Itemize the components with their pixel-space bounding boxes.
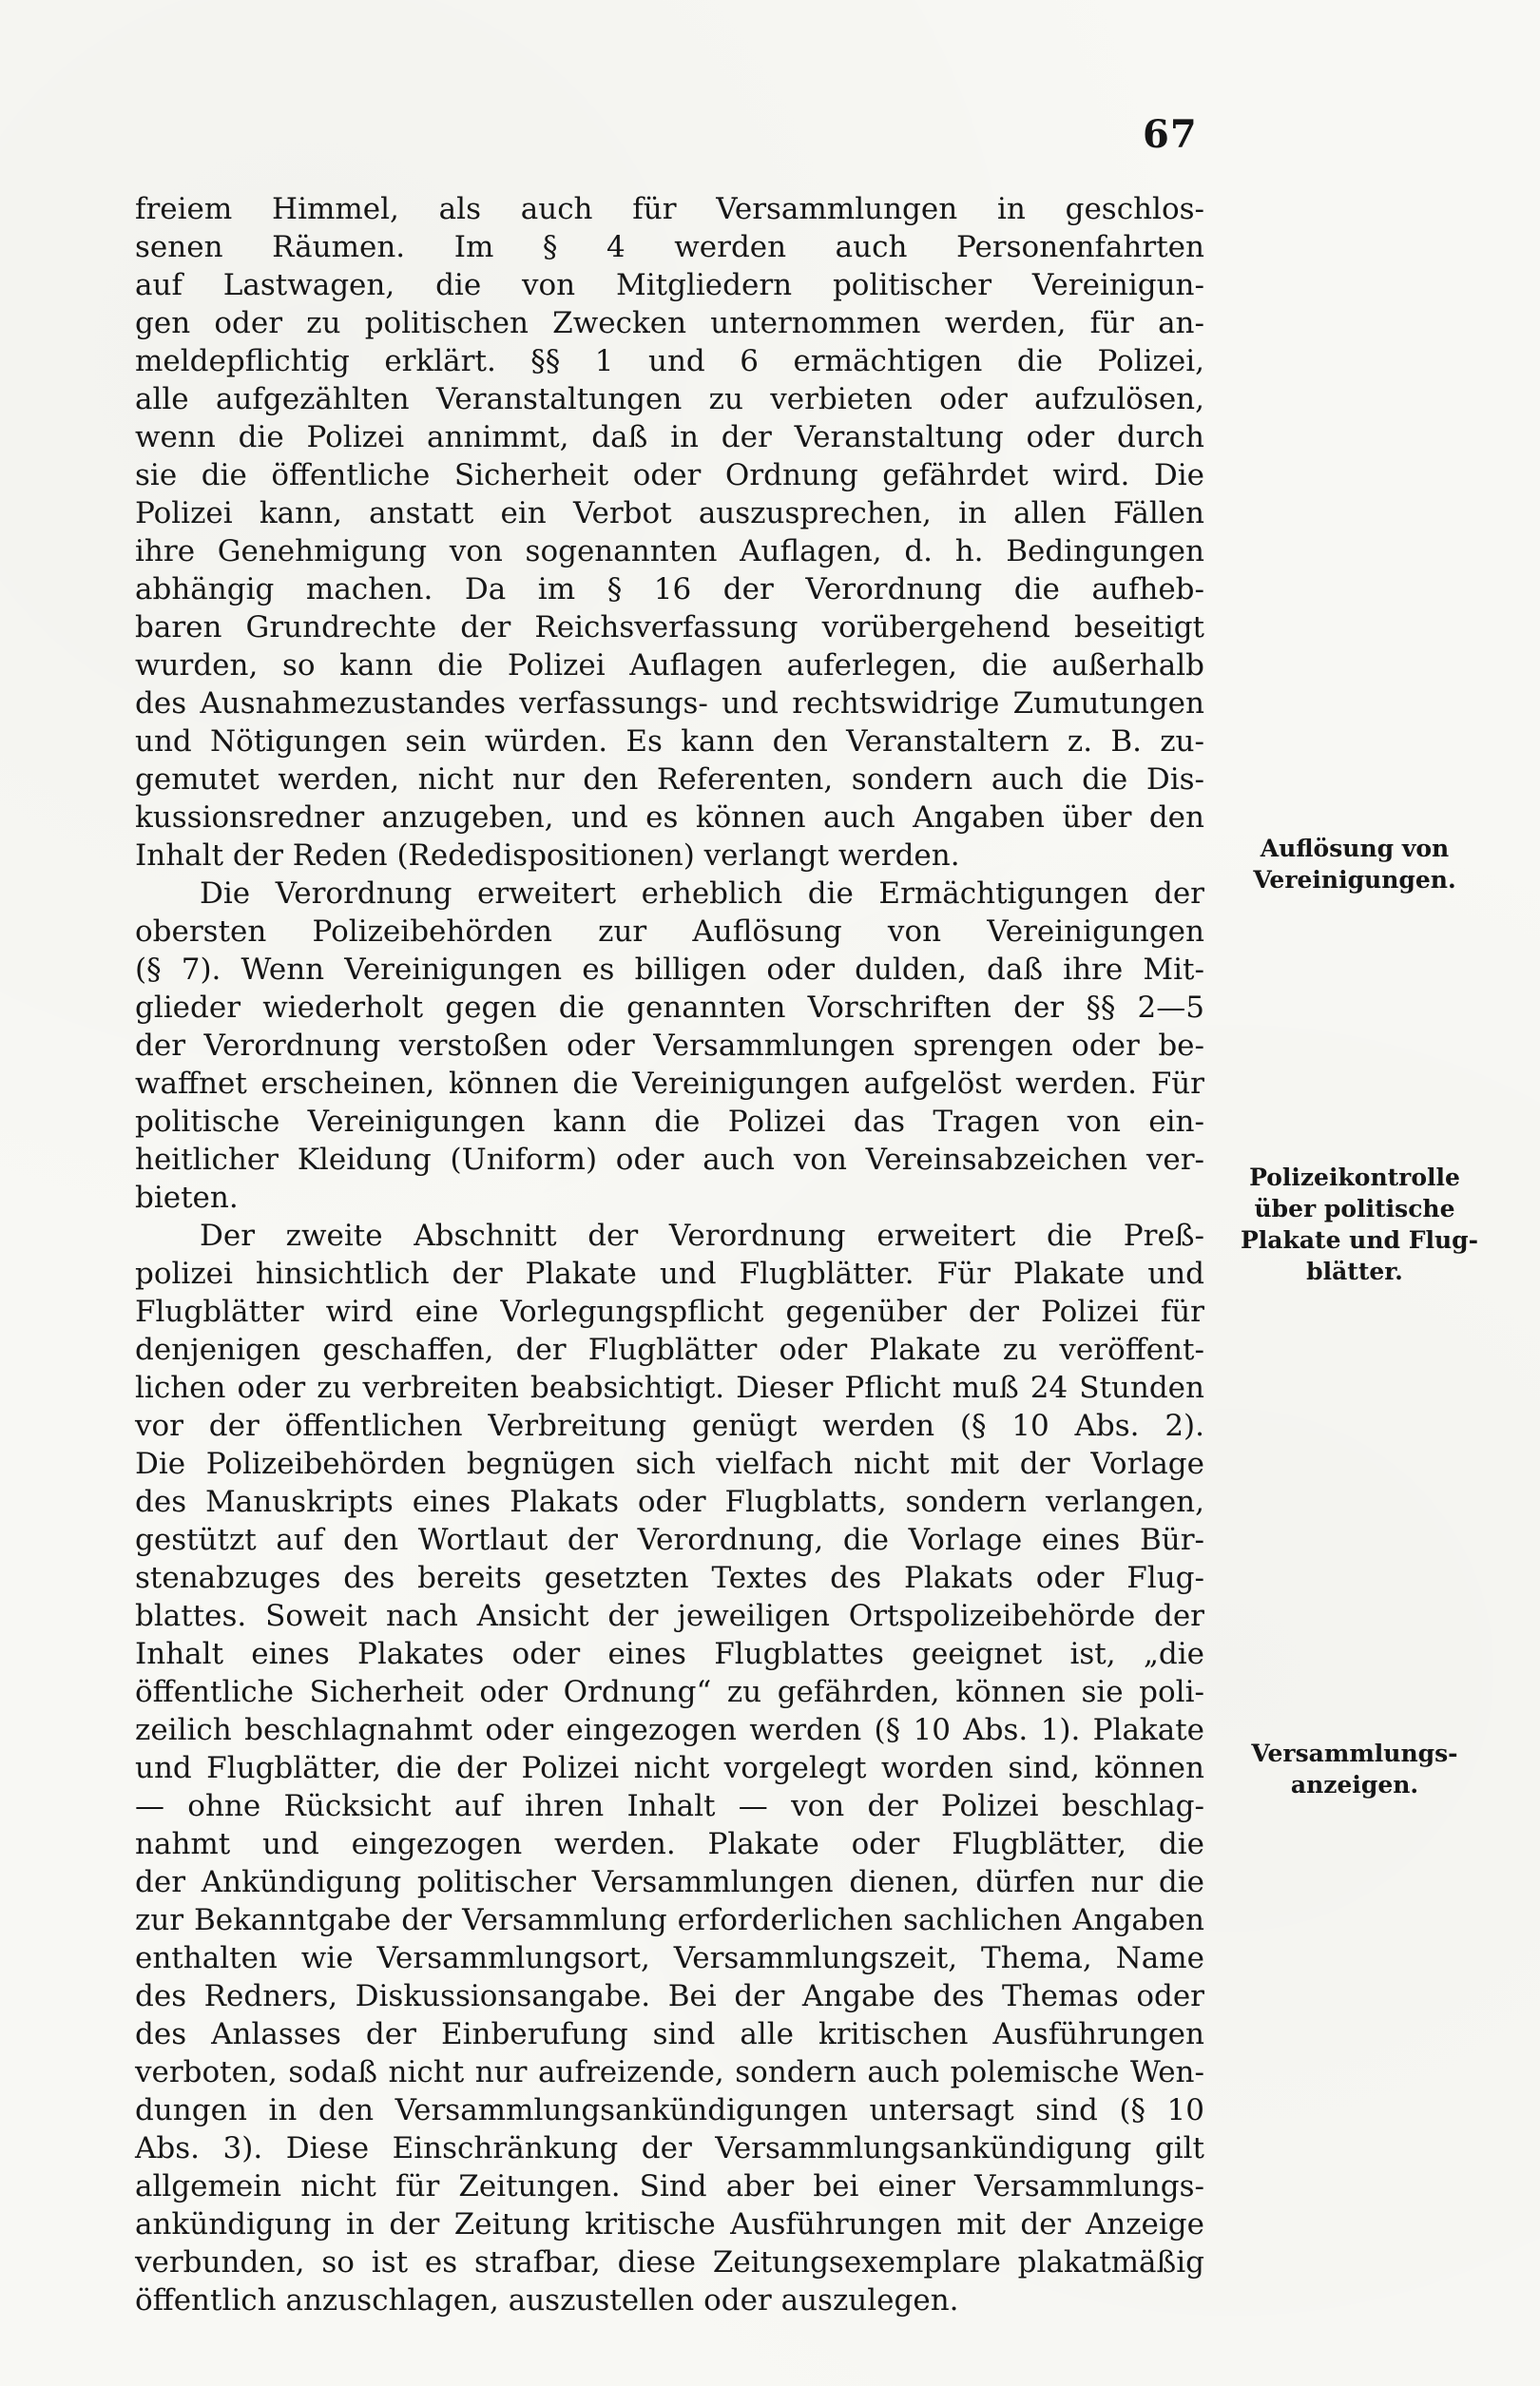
- text-line: heitlicher Kleidung (Uniform) oder auch von Vereinsabzeichen ver-: [135, 1143, 1204, 1177]
- text-line: Polizei kann, anstatt ein Verbot auszusprechen, in allen Fällen: [135, 496, 1204, 530]
- body-text: [135, 190, 1204, 2319]
- text-line: der Verordnung verstoßen oder Versammlungen sprengen oder be-: [135, 1029, 1204, 1063]
- margin-note-line: Versammlungs-: [1251, 1740, 1458, 1767]
- paragraph-3: [135, 1217, 1204, 2319]
- text-line: blattes. Soweit nach Ansicht der jeweiligen Ortspolizeibehörde der: [135, 1599, 1204, 1633]
- text-line: öffentliche Sicherheit oder Ordnung“ zu gefährden, können sie poli-: [135, 1675, 1204, 1709]
- margin-note-polizeikontrolle: [1241, 1162, 1478, 1287]
- text-line: nahmt und eingezogen werden. Plakate oder Flugblätter, die: [135, 1827, 1204, 1861]
- text-line: Abs. 3). Diese Einschränkung der Versammlungsankündigung gilt: [135, 2131, 1204, 2165]
- text-line: obersten Polizeibehörden zur Auflösung von Vereinigungen: [135, 914, 1204, 949]
- text-line: kussionsredner anzugeben, und es können auch Angaben über den: [135, 800, 1204, 835]
- text-line: verboten, sodaß nicht nur aufreizende, sondern auch polemische Wen-: [135, 2055, 1204, 2089]
- text-line: lichen oder zu verbreiten beabsichtigt. Dieser Pflicht muß 24 Stunden: [135, 1371, 1204, 1405]
- margin-note-line: über politische: [1254, 1195, 1455, 1222]
- text-line: alle aufgezählten Veranstaltungen zu verbieten oder aufzulösen,: [135, 382, 1204, 416]
- text-line: des Manuskripts eines Plakats oder Flugblatts, sondern verlangen,: [135, 1485, 1204, 1519]
- text-line: Inhalt der Reden (Rededispositionen) verlangt werden.: [135, 838, 960, 873]
- paragraph-1: [135, 190, 1204, 875]
- margin-note-line: Polizeikontrolle: [1249, 1164, 1460, 1191]
- text-line: ankündigung in der Zeitung kritische Ausführungen mit der Anzeige: [135, 2207, 1204, 2242]
- text-line: — ohne Rücksicht auf ihren Inhalt — von der Polizei beschlag-: [135, 1789, 1204, 1823]
- text-line: politische Vereinigungen kann die Polizei das Tragen von ein-: [135, 1105, 1204, 1139]
- text-line: polizei hinsichtlich der Plakate und Flugblätter. Für Plakate und: [135, 1257, 1204, 1291]
- text-line: baren Grundrechte der Reichsverfassung vorübergehend beseitigt: [135, 610, 1204, 645]
- margin-note-line: anzeigen.: [1290, 1771, 1419, 1799]
- text-line: allgemein nicht für Zeitungen. Sind aber bei einer Versammlungs-: [135, 2169, 1204, 2203]
- margin-note-line: Auflösung von: [1260, 835, 1450, 862]
- text-line: der Ankündigung politischer Versammlungen dienen, dürfen nur die: [135, 1865, 1204, 1899]
- text-line: denjenigen geschaffen, der Flugblätter oder Plakate zu veröffent-: [135, 1333, 1204, 1367]
- margin-note-versammlungsanzeigen: [1241, 1738, 1469, 1800]
- text-line: glieder wiederholt gegen die genannten Vorschriften der §§ 2—5: [135, 991, 1204, 1025]
- margin-note-line: blätter.: [1306, 1258, 1403, 1285]
- text-line: senen Räumen. Im § 4 werden auch Personenfahrten: [135, 230, 1204, 264]
- text-line: verbunden, so ist es strafbar, diese Zeitungsexemplare plakatmäßig: [135, 2245, 1204, 2280]
- text-line: gemutet werden, nicht nur den Referenten, sondern auch die Dis-: [135, 762, 1204, 797]
- text-line: ihre Genehmigung von sogenannten Auflagen, d. h. Bedingungen: [135, 534, 1204, 568]
- text-line: Die Verordnung erweitert erheblich die Ermächtigungen der: [200, 876, 1204, 911]
- text-line: öffentlich anzuschlagen, auszustellen oder auszulegen.: [135, 2283, 959, 2318]
- text-line: wurden, so kann die Polizei Auflagen auferlegen, die außerhalb: [135, 648, 1204, 683]
- text-line: meldepflichtig erklärt. §§ 1 und 6 ermächtigen die Polizei,: [135, 344, 1204, 378]
- margin-note-line: Plakate und Flug-: [1241, 1226, 1478, 1254]
- text-line: Der zweite Abschnitt der Verordnung erweitert die Preß-: [200, 1219, 1204, 1253]
- page-number: 67: [1143, 112, 1198, 157]
- text-line: auf Lastwagen, die von Mitgliedern politischer Vereinigun-: [135, 268, 1204, 302]
- text-line: (§ 7). Wenn Vereinigungen es billigen oder dulden, daß ihre Mit-: [135, 952, 1204, 987]
- text-line: Flugblätter wird eine Vorlegungspflicht gegenüber der Polizei für: [135, 1295, 1204, 1329]
- margin-note-aufloesung: [1241, 833, 1469, 895]
- text-line: gen oder zu politischen Zwecken unternommen werden, für an-: [135, 306, 1204, 340]
- text-line: zeilich beschlagnahmt oder eingezogen werden (§ 10 Abs. 1). Plakate: [135, 1713, 1204, 1747]
- text-line: gestützt auf den Wortlaut der Verordnung, die Vorlage eines Bür-: [135, 1523, 1204, 1557]
- margin-note-line: Vereinigungen.: [1253, 866, 1456, 894]
- text-line: abhängig machen. Da im § 16 der Verordnung die aufheb-: [135, 572, 1204, 606]
- paragraph-2: [135, 875, 1204, 1217]
- text-line: dungen in den Versammlungsankündigungen untersagt sind (§ 10: [135, 2093, 1204, 2127]
- text-line: freiem Himmel, als auch für Versammlungen in geschlos-: [135, 192, 1204, 226]
- text-line: Inhalt eines Plakates oder eines Flugblattes geeignet ist, „die: [135, 1637, 1204, 1671]
- text-line: bieten.: [135, 1181, 239, 1215]
- text-line: waffnet erscheinen, können die Vereinigungen aufgelöst werden. Für: [135, 1067, 1204, 1101]
- text-line: vor der öffentlichen Verbreitung genügt werden (§ 10 Abs. 2).: [135, 1409, 1204, 1443]
- text-line: zur Bekanntgabe der Versammlung erforderlichen sachlichen Angaben: [135, 1903, 1204, 1937]
- text-line: enthalten wie Versammlungsort, Versammlungszeit, Thema, Name: [135, 1941, 1204, 1975]
- text-line: sie die öffentliche Sicherheit oder Ordnung gefährdet wird. Die: [135, 458, 1204, 492]
- text-line: des Ausnahmezustandes verfassungs- und rechtswidrige Zumutungen: [135, 686, 1204, 721]
- text-line: des Anlasses der Einberufung sind alle kritischen Ausführungen: [135, 2017, 1204, 2051]
- text-line: stenabzuges des bereits gesetzten Textes des Plakats oder Flug-: [135, 1561, 1204, 1595]
- text-line: Die Polizeibehörden begnügen sich vielfach nicht mit der Vorlage: [135, 1447, 1204, 1481]
- text-line: und Nötigungen sein würden. Es kann den Veranstaltern z. B. zu-: [135, 724, 1204, 759]
- text-line: des Redners, Diskussionsangabe. Bei der Angabe des Themas oder: [135, 1979, 1204, 2013]
- text-line: und Flugblätter, die der Polizei nicht vorgelegt worden sind, können: [135, 1751, 1204, 1785]
- text-line: wenn die Polizei annimmt, daß in der Veranstaltung oder durch: [135, 420, 1204, 454]
